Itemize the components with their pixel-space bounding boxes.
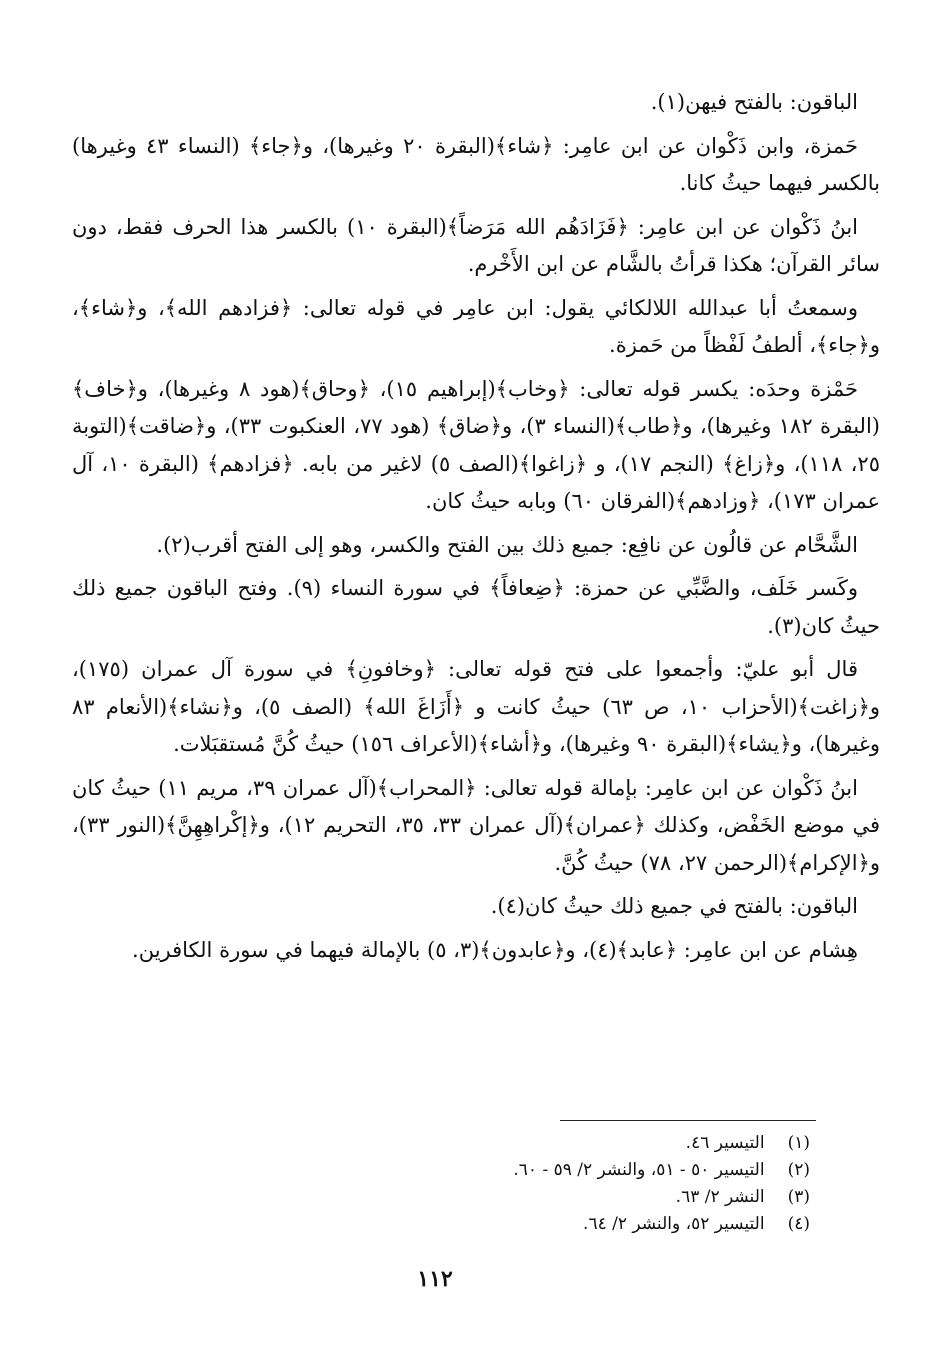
footnote-3	[110, 1184, 810, 1211]
footnote-1	[110, 1130, 810, 1157]
footnote-number: (٣)	[787, 1187, 810, 1207]
paragraph-9: ابنُ ذَكْوان عن ابن عامِر: بإمالة قوله تعالى: ﴿المحراب﴾(آل عمران ٣٩، مريم ١١) حيثُ كان في موضع الخَفْض، وكذلك ﴿عمران﴾(آل عمران ٣٣، ٣٥، التحريم ١٢)، و﴿إكْراهِهِنَّ﴾(النور ٣٣)، و﴿الإكرام﴾(الرحمن ٢٧، ٧٨) حيثُ كُنَّ.	[72, 775, 880, 875]
paragraph-8: قال أبو عليّ: وأجمعوا على فتح قوله تعالى: ﴿وخافونِ﴾ في سورة آل عمران (١٧٥)، و﴿زاغت﴾(الأحزاب ١٠، ص ٦٣) حيثُ كانت و ﴿أَزَاغَ الله﴾ (الصف ٥)، و﴿نشاء﴾(الأنعام ٨٣ وغيرها)، و﴿يشاء﴾(البقرة ٩٠ وغيرها)، و﴿أشاء﴾(الأعراف ١٥٦) حيثُ كُنَّ مُستقبَلات.	[72, 657, 880, 756]
paragraph-3: ابنُ ذَكْوان عن ابن عامِر: ﴿فَزَادَهُم الله مَرَضاً﴾(البقرة ١٠) بالكسر هذا الحرف فقط، دون سائر القرآن؛ هكذا قرأتُ بالشَّام عن ابن الأَخْرم.	[72, 214, 880, 276]
paragraph-11: هِشام عن ابن عامِر: ﴿عابد﴾(٤)، و﴿عابدون﴾(٣، ٥) بالإمالة فيهما في سورة الكافرين.	[132, 937, 858, 962]
footnote-text: التيسير ٤٦.	[685, 1133, 765, 1153]
footnote-text: النشر ٢/ ٦٣.	[675, 1187, 765, 1207]
paragraph-2: حَمزة، وابن ذَكْوان عن ابن عامِر: ﴿شاء﴾(البقرة ٢٠ وغيرها)، و﴿جاء﴾ (النساء ٤٣ وغيرها) بالكسر فيهما حيثُ كانا.	[72, 133, 880, 195]
footnote-number: (٢)	[787, 1160, 810, 1180]
paragraph-4: وسمعتُ أبا عبدالله اللالكائي يقول: ابن عامِر في قوله تعالى: ﴿فزادهم الله﴾، و﴿شاء﴾، و﴿جاء﴾، ألطفُ لَفْظاً من حَمزة.	[72, 295, 880, 357]
paragraph-7: وكَسر خَلَف، والضَّبِّي عن حمزة: ﴿ضِعافاً﴾ في سورة النساء (٩). وفتح الباقون جميع ذلك حيثُ كان(٣).	[72, 576, 880, 638]
footnote-text: التيسير ٥٠ - ٥١، والنشر ٢/ ٥٩ - ٦٠.	[513, 1160, 765, 1180]
footnote-divider	[560, 1120, 816, 1121]
footnotes	[110, 1130, 810, 1238]
footnote-number: (٤)	[787, 1214, 810, 1234]
paragraph-1: الباقون: بالفتح فيهن(١).	[650, 90, 858, 114]
footnote-text: التيسير ٥٢، والنشر ٢/ ٦٤.	[583, 1214, 765, 1234]
page-number: ١١٢	[417, 1266, 453, 1292]
page-body	[72, 84, 880, 975]
footnote-2	[110, 1157, 810, 1184]
paragraph-6: الشَّحَّام عن قالُون عن نافِع: جميع ذلك بين الفتح والكسر، وهو إلى الفتح أقرب(٢).	[156, 532, 858, 557]
footnote-number: (١)	[787, 1133, 810, 1153]
paragraph-10: الباقون: بالفتح في جميع ذلك حيثُ كان(٤).	[490, 894, 858, 918]
paragraph-5: حَمْزة وحدَه: يكسر قوله تعالى: ﴿وخاب﴾(إبراهيم ١٥)، ﴿وحاق﴾(هود ٨ وغيرها)، و﴿خاف﴾(البقرة ١٨٢ وغيرها)، و﴿طاب﴾(النساء ٣)، و﴿ضاق﴾ (هود ٧٧، العنكبوت ٣٣)، و﴿ضاقت﴾(التوبة ٢٥، ١١٨)، و﴿زاغ﴾ (النجم ١٧)، و ﴿زاغوا﴾(الصف ٥) لاغير من بابه. ﴿فزادهم﴾ (البقرة ١٠، آل عمران ١٧٣)، ﴿وزادهم﴾(الفرقان ٦٠) وبابه حيثُ كان.	[72, 376, 880, 513]
footnote-4	[110, 1211, 810, 1238]
